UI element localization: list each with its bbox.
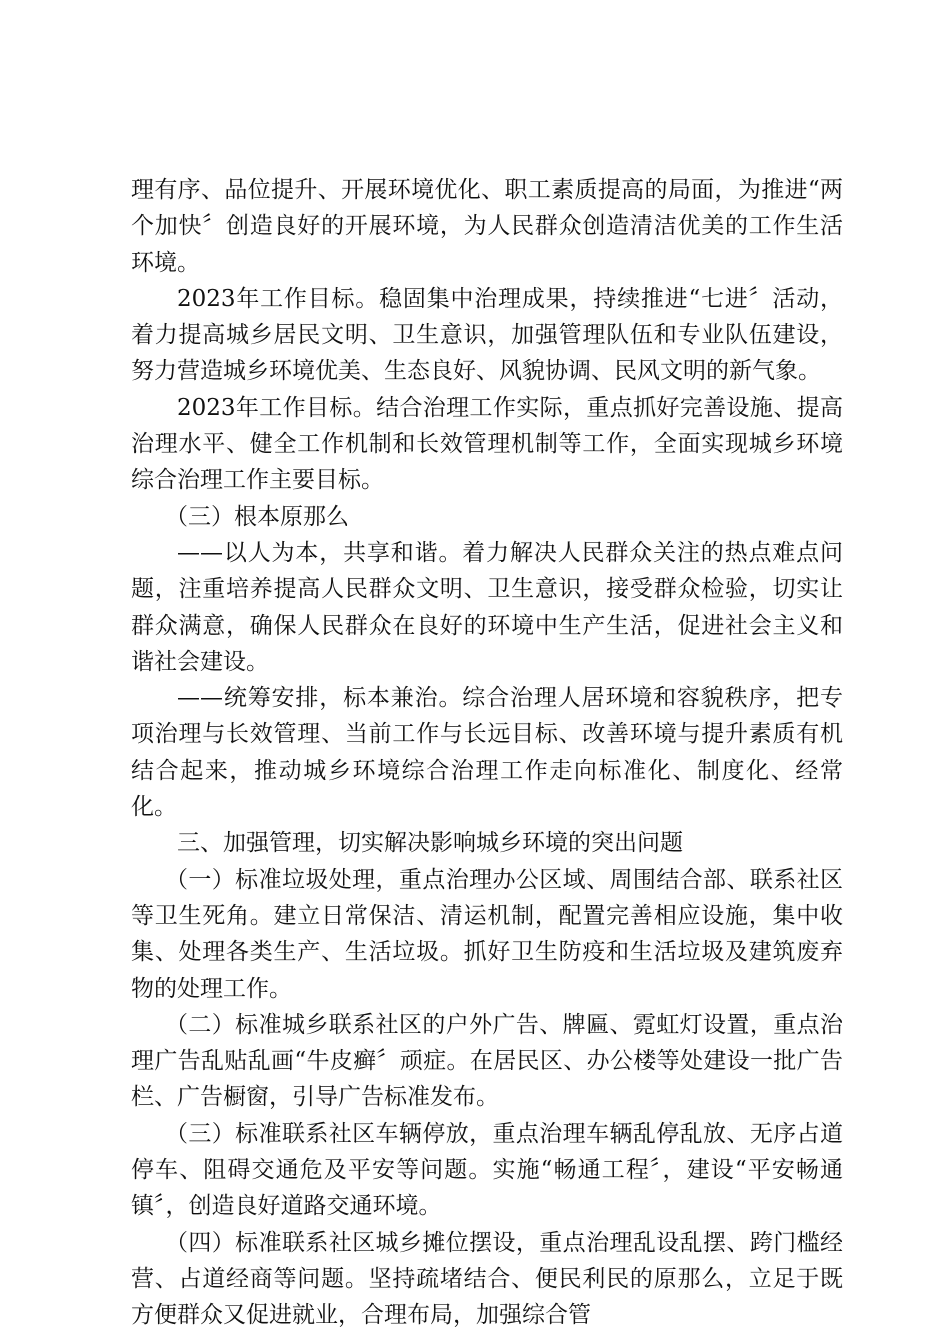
paragraph-principle-1: ——以人为本，共享和谐。着力解决人民群众关注的热点难点问题，注重培养提高人民群众文明、卫生意识，接受群众检验，切实让群众满意，确保人民群众在良好的环境中生产生活，促进社会主义和谐社会建设。 [131,539,843,675]
section-heading-principles: （三）根本原那么 [165,503,349,530]
paragraph-goal-1: 2023年工作目标。稳固集中治理成果，持续推进“七进〞活动，着力提高城乡居民文明、卫生意识，加强管理队伍和专业队伍建设，努力营造城乡环境优美、生态良好、风貌协调、民风文明的新气象。 [131,285,843,385]
document-body [131,172,843,1334]
paragraph-item-1: （一）标准垃圾处理，重点治理办公区域、周围结合部、联系社区等卫生死角。建立日常保洁、清运机制，配置完善相应设施，集中收集、处理各类生产、生活垃圾。抓好卫生防疫和生活垃圾及建筑废弃物的处理工作。 [131,866,843,1002]
paragraph-item-4: （四）标准联系社区城乡摊位摆设，重点治理乱设乱摆、跨门槛经营、占道经商等问题。坚持疏堵结合、便民利民的原那么，立足于既方便群众又促进就业，合理布局，加强综合管 [131,1229,843,1329]
paragraph-goal-2: 2023年工作目标。结合治理工作实际，重点抓好完善设施、提高治理水平、健全工作机制和长效管理机制等工作，全面实现城乡环境综合治理工作主要目标。 [131,394,843,494]
section-heading-management: 三、加强管理，切实解决影响城乡环境的突出问题 [177,830,683,857]
paragraph-item-3: （三）标准联系社区车辆停放，重点治理车辆乱停乱放、无序占道停车、阻碍交通危及平安等问题。实施“畅通工程〞，建设“平安畅通镇〞，创造良好道路交通环境。 [131,1120,843,1220]
paragraph-item-2: （二）标准城乡联系社区的户外广告、牌匾、霓虹灯设置，重点治理广告乱贴乱画“牛皮癣〞顽症。在居民区、办公楼等处建设一批广告栏、广告橱窗，引导广告标准发布。 [131,1011,843,1111]
paragraph-principle-2: ——统筹安排，标本兼治。综合治理人居环境和容貌秩序，把专项治理与长效管理、当前工作与长远目标、改善环境与提升素质有机结合起来，推动城乡环境综合治理工作走向标准化、制度化、经常化。 [131,685,843,821]
paragraph-continuation: 理有序、品位提升、开展环境优化、职工素质提高的局面，为推进“两个加快〞创造良好的开展环境，为人民群众创造清洁优美的工作生活环境。 [131,177,843,276]
